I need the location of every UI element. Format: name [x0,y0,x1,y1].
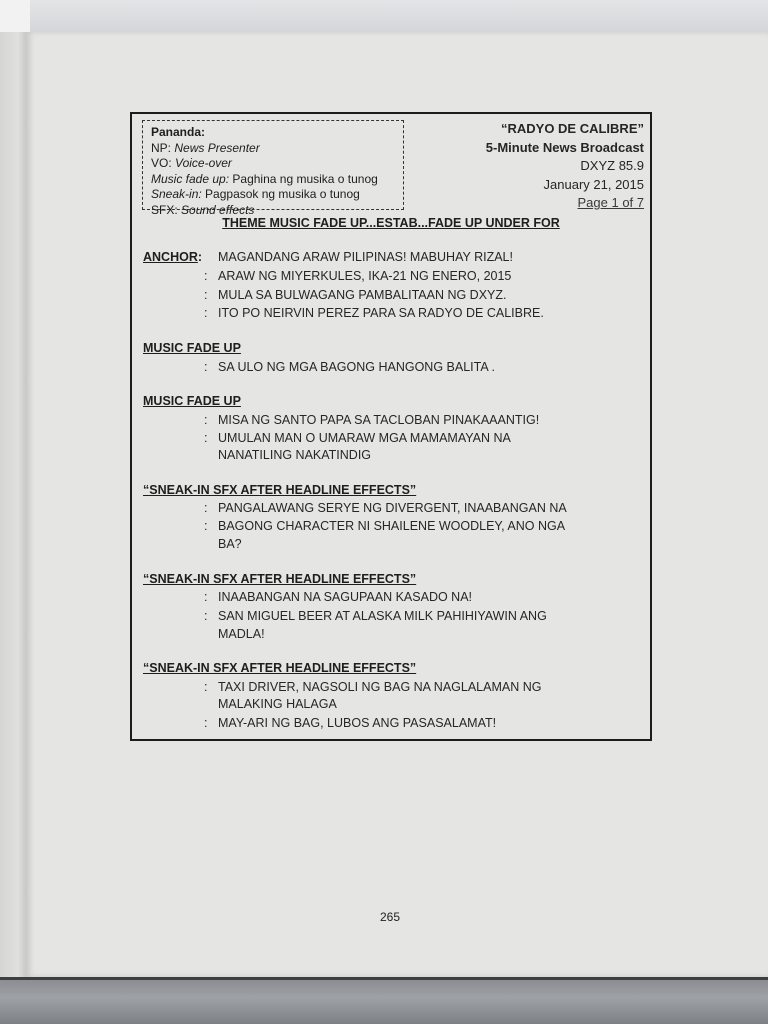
script-line-continued: MALAKING HALAGA [218,697,337,711]
script-line: : MAY-ARI NG BAG, LUBOS ANG PASASALAMAT! [204,716,497,730]
section-heading: MUSIC FADE UP [143,341,241,355]
script-line: : MISA NG SANTO PAPA SA TACLOBAN PINAKAAANTIG! [204,413,540,427]
broadcast-date: January 21, 2015 [543,176,644,192]
program-format: 5-Minute News Broadcast [485,139,644,155]
scan-top-band [0,0,768,32]
script-line: : PANGALAWANG SERYE NG DIVERGENT, INAABANGAN NA [204,501,567,515]
legend-item: Sneak-in: Pagpasok ng musika o tunog [151,187,360,201]
script-line: : BAGONG CHARACTER NI SHAILENE WOODLEY, ANO NGA [204,519,566,533]
script-line-continued: NANATILING NAKATINDIG [218,448,372,462]
scan-bottom-band [0,980,768,1024]
legend-item: VO: Voice-over [151,156,232,170]
script-line: : UMULAN MAN O UMARAW MGA MAMAMAYAN NA [204,431,511,445]
legend-item: Music fade up: Paghina ng musika o tunog [151,171,378,186]
anchor-line: : ITO PO NEIRVIN PEREZ PARA SA RADYO DE CALIBRE. [204,306,544,320]
script-line-continued: MADLA! [218,627,265,641]
script-line: : SA ULO NG MGA BAGONG HANGONG BALITA . [204,360,495,374]
facing-page-edge [0,32,26,977]
legend-item: NP: News Presenter [151,140,260,155]
section-heading: “SNEAK-IN SFX AFTER HEADLINE EFFECTS” [143,661,417,675]
station-frequency: DXYZ 85.9 [580,158,644,173]
section-heading: MUSIC FADE UP [143,394,241,408]
script-line: : INAABANGAN NA SAGUPAAN KASADO NA! [204,590,473,604]
script-line-continued: BA? [218,537,242,551]
anchor-label: ANCHOR: [143,250,203,264]
page-indicator: Page 1 of 7 [577,195,644,210]
anchor-line: MAGANDANG ARAW PILIPINAS! MABUHAY RIZAL! [218,250,513,264]
legend-box [142,120,404,217]
broadcast-header [486,120,644,213]
theme-music-cue: THEME MUSIC FADE UP...ESTAB...FADE UP UNDER FOR [222,216,560,230]
section-heading: “SNEAK-IN SFX AFTER HEADLINE EFFECTS” [143,483,417,497]
scan-corner [0,0,30,32]
script-line: : TAXI DRIVER, NAGSOLI NG BAG NA NAGLALAMAN NG [204,680,542,694]
program-title: “RADYO DE CALIBRE” [500,121,644,136]
anchor-line: : ARAW NG MIYERKULES, IKA-21 NG ENERO, 2015 [204,269,512,283]
section-heading: “SNEAK-IN SFX AFTER HEADLINE EFFECTS” [143,572,417,586]
legend-item: SFX: Sound effects [151,202,255,217]
legend-title: Pananda: [151,125,206,139]
script-line: : SAN MIGUEL BEER AT ALASKA MILK PAHIHIYAWIN ANG [204,609,547,623]
page-number: 265 [380,910,401,924]
anchor-line: : MULA SA BULWAGANG PAMBALITAAN NG DXYZ. [204,288,507,302]
